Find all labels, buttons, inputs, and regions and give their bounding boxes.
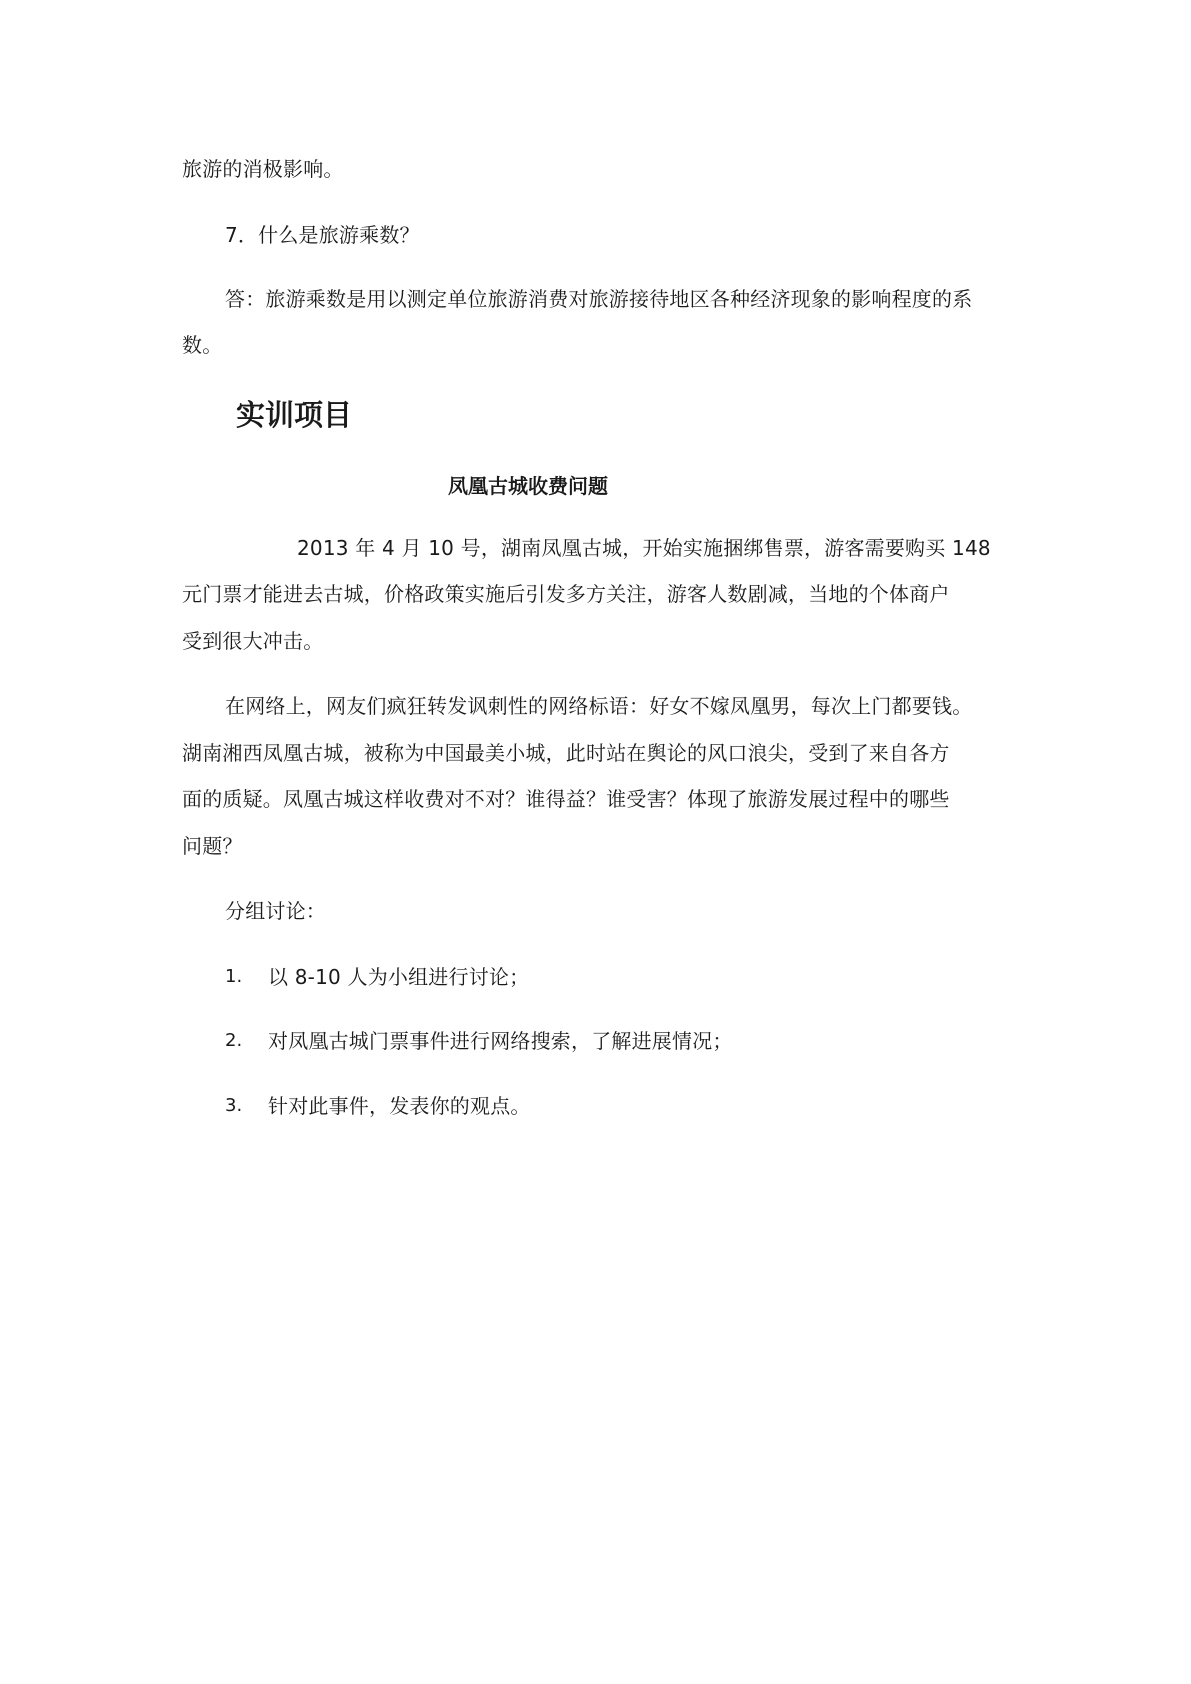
para1-line-2: 元门票才能进去古城，价格政策实施后引发多方关注，游客人数剧减，当地的个体商户 — [182, 582, 950, 606]
section-heading: 实训项目 — [236, 398, 353, 432]
para2-line-1: 在网络上，网友们疯狂转发讽刺性的网络标语：好女不嫁凤凰男，每次上门都要钱。 — [225, 694, 973, 718]
list-item-2-text: 对凤凰古城门票事件进行网络搜索，了解进展情况； — [268, 1029, 733, 1053]
para1-line-3: 受到很大冲击。 — [182, 629, 324, 653]
list-item-3-number: 3. — [225, 1095, 243, 1116]
para2-line-3: 面的质疑。凤凰古城这样收费对不对？谁得益？谁受害？体现了旅游发展过程中的哪些 — [182, 787, 950, 811]
discussion-label: 分组讨论： — [225, 899, 326, 923]
list-item-2-number: 2. — [225, 1030, 243, 1051]
prev-section-tail: 旅游的消极影响。 — [182, 157, 344, 181]
list-item-3-text: 针对此事件，发表你的观点。 — [268, 1094, 531, 1118]
answer-line-2: 数。 — [182, 333, 223, 357]
para1-line-1: 2013 年 4 月 10 号，湖南凤凰古城，开始实施捆绑售票，游客需要购买 148 — [297, 536, 991, 560]
list-item-1-text: 以 8-10 人为小组进行讨论； — [268, 965, 530, 989]
answer-line-1: 答：旅游乘数是用以测定单位旅游消费对旅游接待地区各种经济现象的影响程度的系 — [225, 287, 973, 311]
para2-line-4: 问题？ — [182, 834, 243, 858]
para2-line-2: 湖南湘西凤凰古城，被称为中国最美小城，此时站在舆论的风口浪尖，受到了来自各方 — [182, 741, 950, 765]
list-item-1-number: 1. — [225, 966, 243, 987]
case-title: 凤凰古城收费问题 — [448, 474, 608, 498]
question-7: 7．什么是旅游乘数？ — [225, 223, 420, 247]
